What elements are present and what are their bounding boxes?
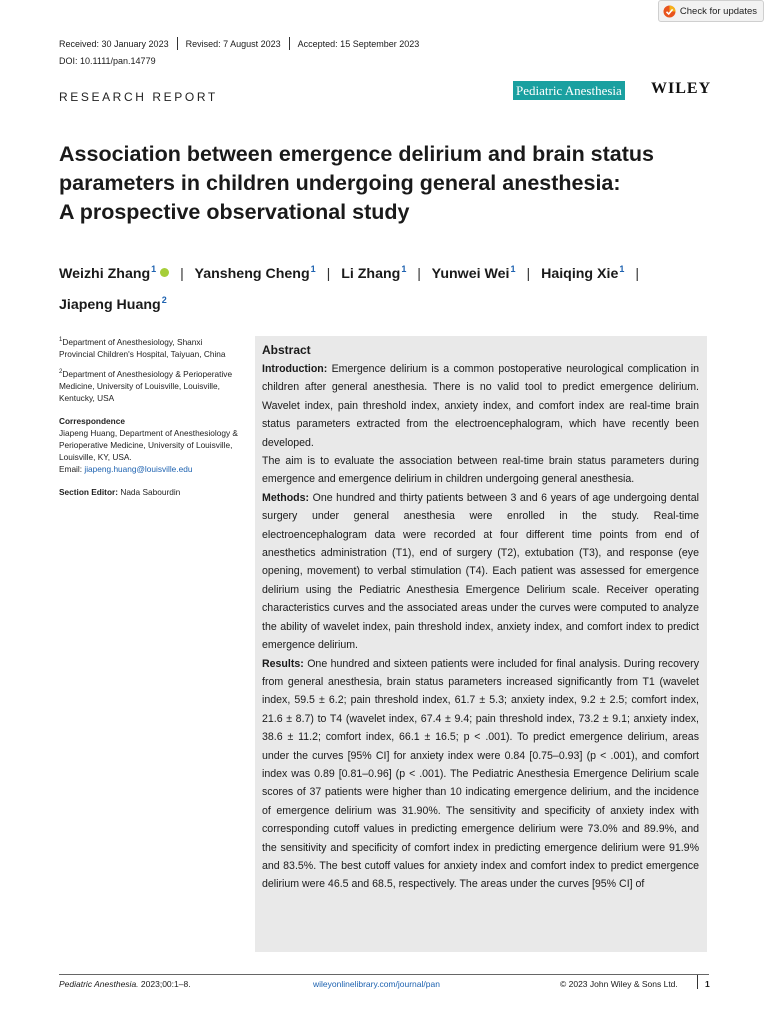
correspondence [59, 415, 239, 476]
abstract-heading: Abstract [262, 343, 311, 357]
publisher-logo: WILEY [651, 80, 712, 97]
author-separator: | [635, 266, 639, 282]
doi: DOI: 10.1111/pan.14779 [59, 56, 156, 66]
divider [289, 37, 290, 50]
section-label: RESEARCH REPORT [59, 90, 218, 104]
email-link[interactable]: jiapeng.huang@louisville.edu [84, 464, 193, 475]
check-for-updates-label: Check for updates [679, 5, 757, 17]
page-number: 1 [705, 979, 710, 989]
section-editor-label: Section Editor: [59, 486, 119, 497]
correspondence-text: Jiapeng Huang, Department of Anesthesiology & Perioperative Medicine, University of Louisville, Louisville, KY, USA. [59, 427, 238, 463]
abstract-methods: Methods: One hundred and thirty patients between 3 and 6 years of age undergoing dental surgery under general anesthesia were enrolled in the study. Real-time electroencephalogram data were recorded at four different time points from end of anesthetics administration (T1), end of surgery (T2), extubation (T3), and response (eye opening, movement) to verbal stimulation (T4). Each patient was assessed for emergence delirium using the Pediatric Anesthesia Emergence Delirium scale. Receiver operating characteristics curves and the associated areas under the curves were computed to analyze the ability of wavelet index, pain threshold index, anxiety index, and comfort index to predict emergence delirium. [262, 491, 699, 652]
revised-date: Revised: 7 August 2023 [185, 38, 281, 49]
crossmark-icon [663, 5, 676, 18]
received-date: Received: 30 January 2023 [59, 38, 169, 49]
title-line: A prospective observational study [59, 200, 410, 224]
author-name[interactable]: Weizhi Zhang$^1$ [59, 264, 157, 282]
abstract-box [255, 336, 707, 952]
divider [697, 975, 698, 989]
author-name[interactable]: Yunwei Wei$^1$ [431, 264, 516, 282]
check-for-updates-button[interactable] [658, 0, 764, 22]
title-line: parameters in children undergoing general anesthesia: [59, 171, 621, 195]
footer-rule [59, 974, 709, 975]
author-name[interactable]: Yansheng Cheng$^1$ [194, 264, 316, 282]
author-separator: | [417, 266, 421, 282]
affiliation-1: $^1$Department of Anesthesiology, Shanxi Provincial Children's Hospital, Taiyuan, China [59, 336, 226, 359]
author-separator: | [180, 266, 184, 282]
divider [177, 37, 178, 50]
abstract-aim: The aim is to evaluate the association between real-time brain status parameters during emergence and emergence delirium in children undergoing general anesthesia. [262, 455, 699, 486]
author-list [59, 256, 739, 318]
section-editor-name: Nada Sabourdin [120, 486, 181, 497]
affiliation-2: $^2$Department of Anesthesiology & Perioperative Medicine, University of Louisville, Louisville, Kentucky, USA [59, 368, 233, 404]
abstract-content [262, 342, 699, 894]
section-editor [59, 486, 239, 498]
footer-citation: Pediatric Anesthesia. 2023;00:1–8. [59, 979, 191, 989]
author-name[interactable]: Haiqing Xie$^1$ [541, 264, 625, 282]
correspondence-heading: Correspondence [59, 415, 125, 426]
article-title [59, 140, 719, 227]
accepted-date: Accepted: 15 September 2023 [297, 38, 420, 49]
author-name[interactable]: Jiapeng Huang$^2$ [59, 295, 167, 313]
footer-journal-link[interactable]: wileyonlinelibrary.com/journal/pan [313, 979, 440, 989]
author-name[interactable]: Li Zhang$^1$ [341, 264, 407, 282]
article-dates [59, 37, 419, 50]
author-separator: | [526, 266, 531, 282]
article-sidebar [59, 334, 239, 504]
email-label: Email: [59, 464, 83, 475]
abstract-introduction: Introduction: Emergence delirium is a common postoperative neurological complication in children after general anesthesia. There is no valid tool to predict emergence delirium. Wavelet index, pain threshold index, anxiety index, and comfort index are real-time brain status parameters extracted from the electroencephalogram, which have recently been developed. [262, 363, 699, 449]
abstract-results: Results: One hundred and sixteen patients were included for final analysis. During recovery from general anesthesia, brain status parameters increased significantly from T1 (wavelet index, 59.5 ± 6.2; pain threshold index, 61.7 ± 5.3; anxiety index, 9.2 ± 2.5; comfort index, 21.6 ± 8.7) to T4 (wavelet index, 67.4 ± 9.4; pain threshold index, 73.2 ± 9.1; anxiety index, 38.6 ± 11.2; comfort index, 66.1 ± 16.5; p < .001). To predict emergence delirium, areas under the curves [95% CI] for anxiety index were 0.84 [0.75–0.93] (p < .001), and comfort index was 0.89 [0.81–0.96] (p < .001). The Pediatric Anesthesia Emergence Delirium scale scores of 37 patients were higher than 10 indicating emergence delirium, and the incidence of emergence delirium was 31.90%. The sensitivity and specificity of anxiety index with corresponding cutoff values in predicting emergence delirium were 73.0% and 89.9%, and the sensitivity and specificity of comfort index in predicting emergence delirium were 91.9% and 83.5%. The best cutoff values for anxiety index and comfort index to predict emergence delirium were 46.5 and 68.5, respectively. The areas under the curves [95% CI] of [262, 657, 699, 891]
footer-copyright: © 2023 John Wiley & Sons Ltd. [560, 979, 678, 989]
journal-logo: Pediatric Anesthesia [513, 81, 625, 100]
orcid-icon[interactable] [160, 268, 169, 277]
title-line: Association between emergence delirium and brain status [59, 142, 654, 166]
author-separator: | [326, 266, 331, 282]
